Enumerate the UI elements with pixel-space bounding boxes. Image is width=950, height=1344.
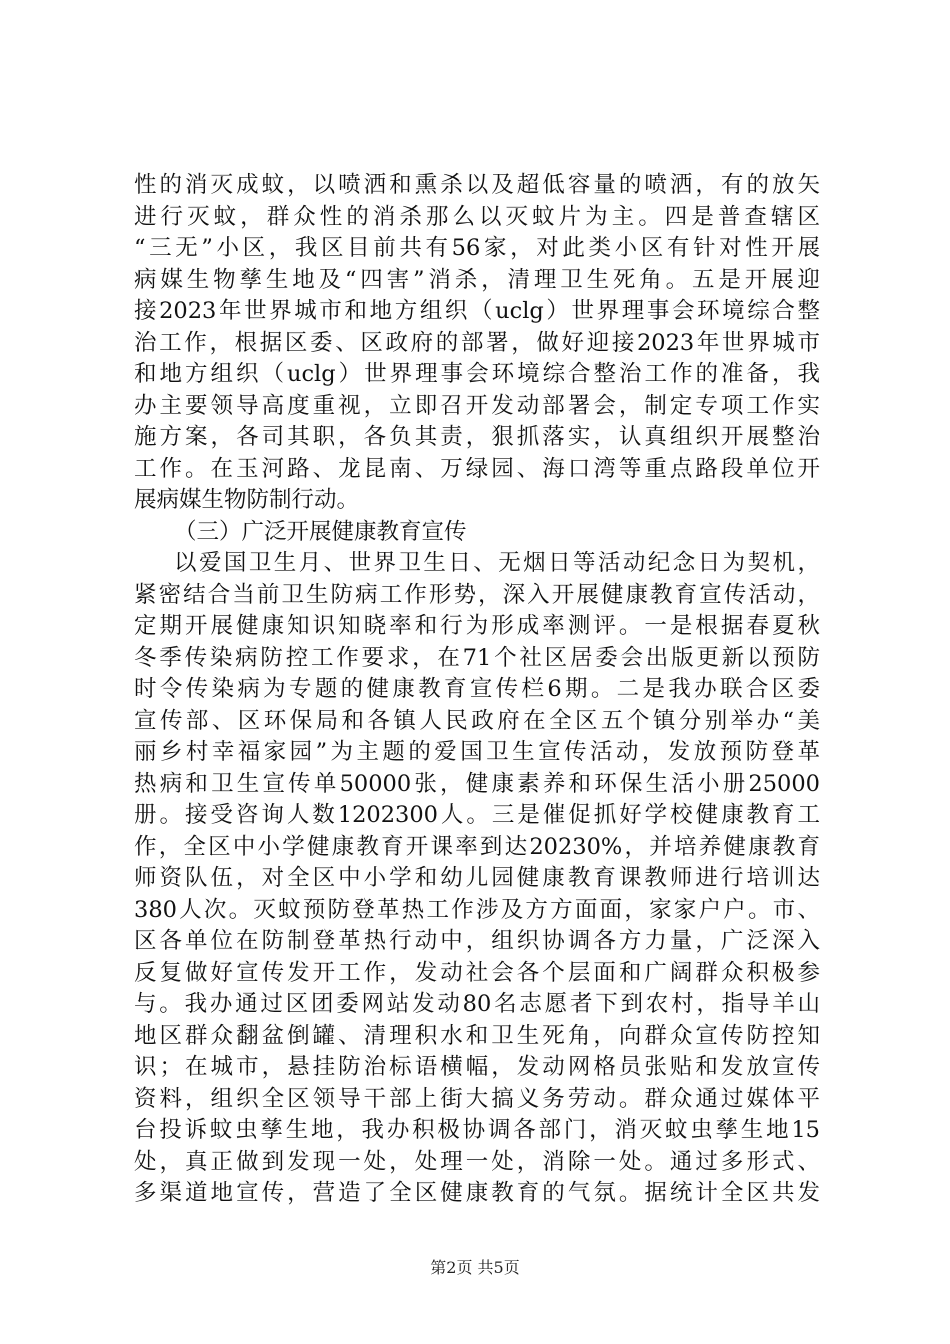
text-line: 定期开展健康知识知晓率和行为形成率测评。一是根据春夏秋 (134, 613, 820, 639)
text-line: 地区群众翻盆倒罐、清理积水和卫生死角，向群众宣传防控知 (134, 1022, 820, 1049)
text-line: 区各单位在防制登革热行动中，组织协调各方力量，广泛深入 (134, 928, 820, 954)
text-line: 宣传部、区环保局和各镇人民政府在全区五个镇分别举办“美 (134, 707, 820, 734)
section-heading: （三）广泛开展健康教育宣传 (174, 518, 467, 545)
text-line: 时令传染病为专题的健康教育宣传栏6期。二是我办联合区委 (134, 676, 820, 702)
text-line: 识；在城市，悬挂防治标语横幅，发动网格员张贴和发放宣传 (134, 1054, 820, 1080)
text-line: 资料，组织全区领导干部上街大搞义务劳动。群众通过媒体平 (134, 1085, 820, 1112)
text-line: 与。我办通过区团委网站发动80名志愿者下到农村，指导羊山 (134, 991, 820, 1017)
text-line: 380人次。灭蚊预防登革热工作涉及方方面面，家家户户。市、 (134, 896, 820, 923)
text-line: 作，全区中小学健康教育开课率到达20230%，并培养健康教育 (134, 833, 820, 860)
text-line: 热病和卫生宣传单50000张，健康素养和环保生活小册25000 (134, 770, 820, 797)
paragraph-1 (134, 170, 820, 517)
paragraph-2 (134, 548, 820, 1210)
text-line: 台投诉蚊虫孳生地，我办积极协调各部门，消灭蚊虫孳生地15 (134, 1117, 820, 1143)
text-line: 性的消灭成蚊，以喷洒和熏杀以及超低容量的喷洒，有的放矢 (134, 172, 820, 198)
document-body (134, 170, 820, 1210)
text-line: 以爱国卫生月、世界卫生日、无烟日等活动纪念日为契机， (174, 550, 820, 576)
text-line: 进行灭蚊，群众性的消杀那么以灭蚊片为主。四是普查辖区 (134, 203, 820, 230)
text-line: 处，真正做到发现一处，处理一处，消除一处。通过多形式、 (134, 1148, 820, 1175)
text-line: 治工作，根据区委、区政府的部署，做好迎接2023年世界城市 (134, 329, 820, 356)
text-line: 多渠道地宣传，营造了全区健康教育的气氛。据统计全区共发 (134, 1180, 820, 1206)
text-line: 施方案，各司其职，各负其责，狠抓落实，认真组织开展整治 (134, 424, 820, 450)
text-line: 册。接受咨询人数1202300人。三是催促抓好学校健康教育工 (134, 802, 820, 828)
text-line: 反复做好宣传发开工作，发动社会各个层面和广阔群众积极参 (134, 959, 820, 986)
text-line: “三无”小区，我区目前共有56家，对此类小区有针对性开展 (134, 235, 820, 261)
text-line: 病媒生物孳生地及“四害”消杀，清理卫生死角。五是开展迎 (134, 266, 820, 293)
page-number: 第2页 共5页 (430, 1258, 520, 1277)
text-line: 展病媒生物防制行动。 (134, 487, 360, 513)
text-line: 丽乡村幸福家园”为主题的爱国卫生宣传活动，发放预防登革 (134, 739, 820, 765)
text-line: 和地方组织（uclg）世界理事会环境综合整治工作的准备，我 (134, 361, 820, 387)
text-line: 办主要领导高度重视，立即召开发动部署会，制定专项工作实 (134, 392, 820, 419)
text-line: 工作。在玉河路、龙昆南、万绿园、海口湾等重点路段单位开 (134, 455, 820, 482)
text-line: 接2023年世界城市和地方组织（uclg）世界理事会环境综合整 (134, 298, 820, 324)
text-line: 冬季传染病防控工作要求，在71个社区居委会出版更新以预防 (134, 644, 820, 671)
text-line: 师资队伍，对全区中小学和幼儿园健康教育课教师进行培训达 (134, 865, 820, 891)
text-line: 紧密结合当前卫生防病工作形势，深入开展健康教育宣传活动， (134, 581, 820, 608)
